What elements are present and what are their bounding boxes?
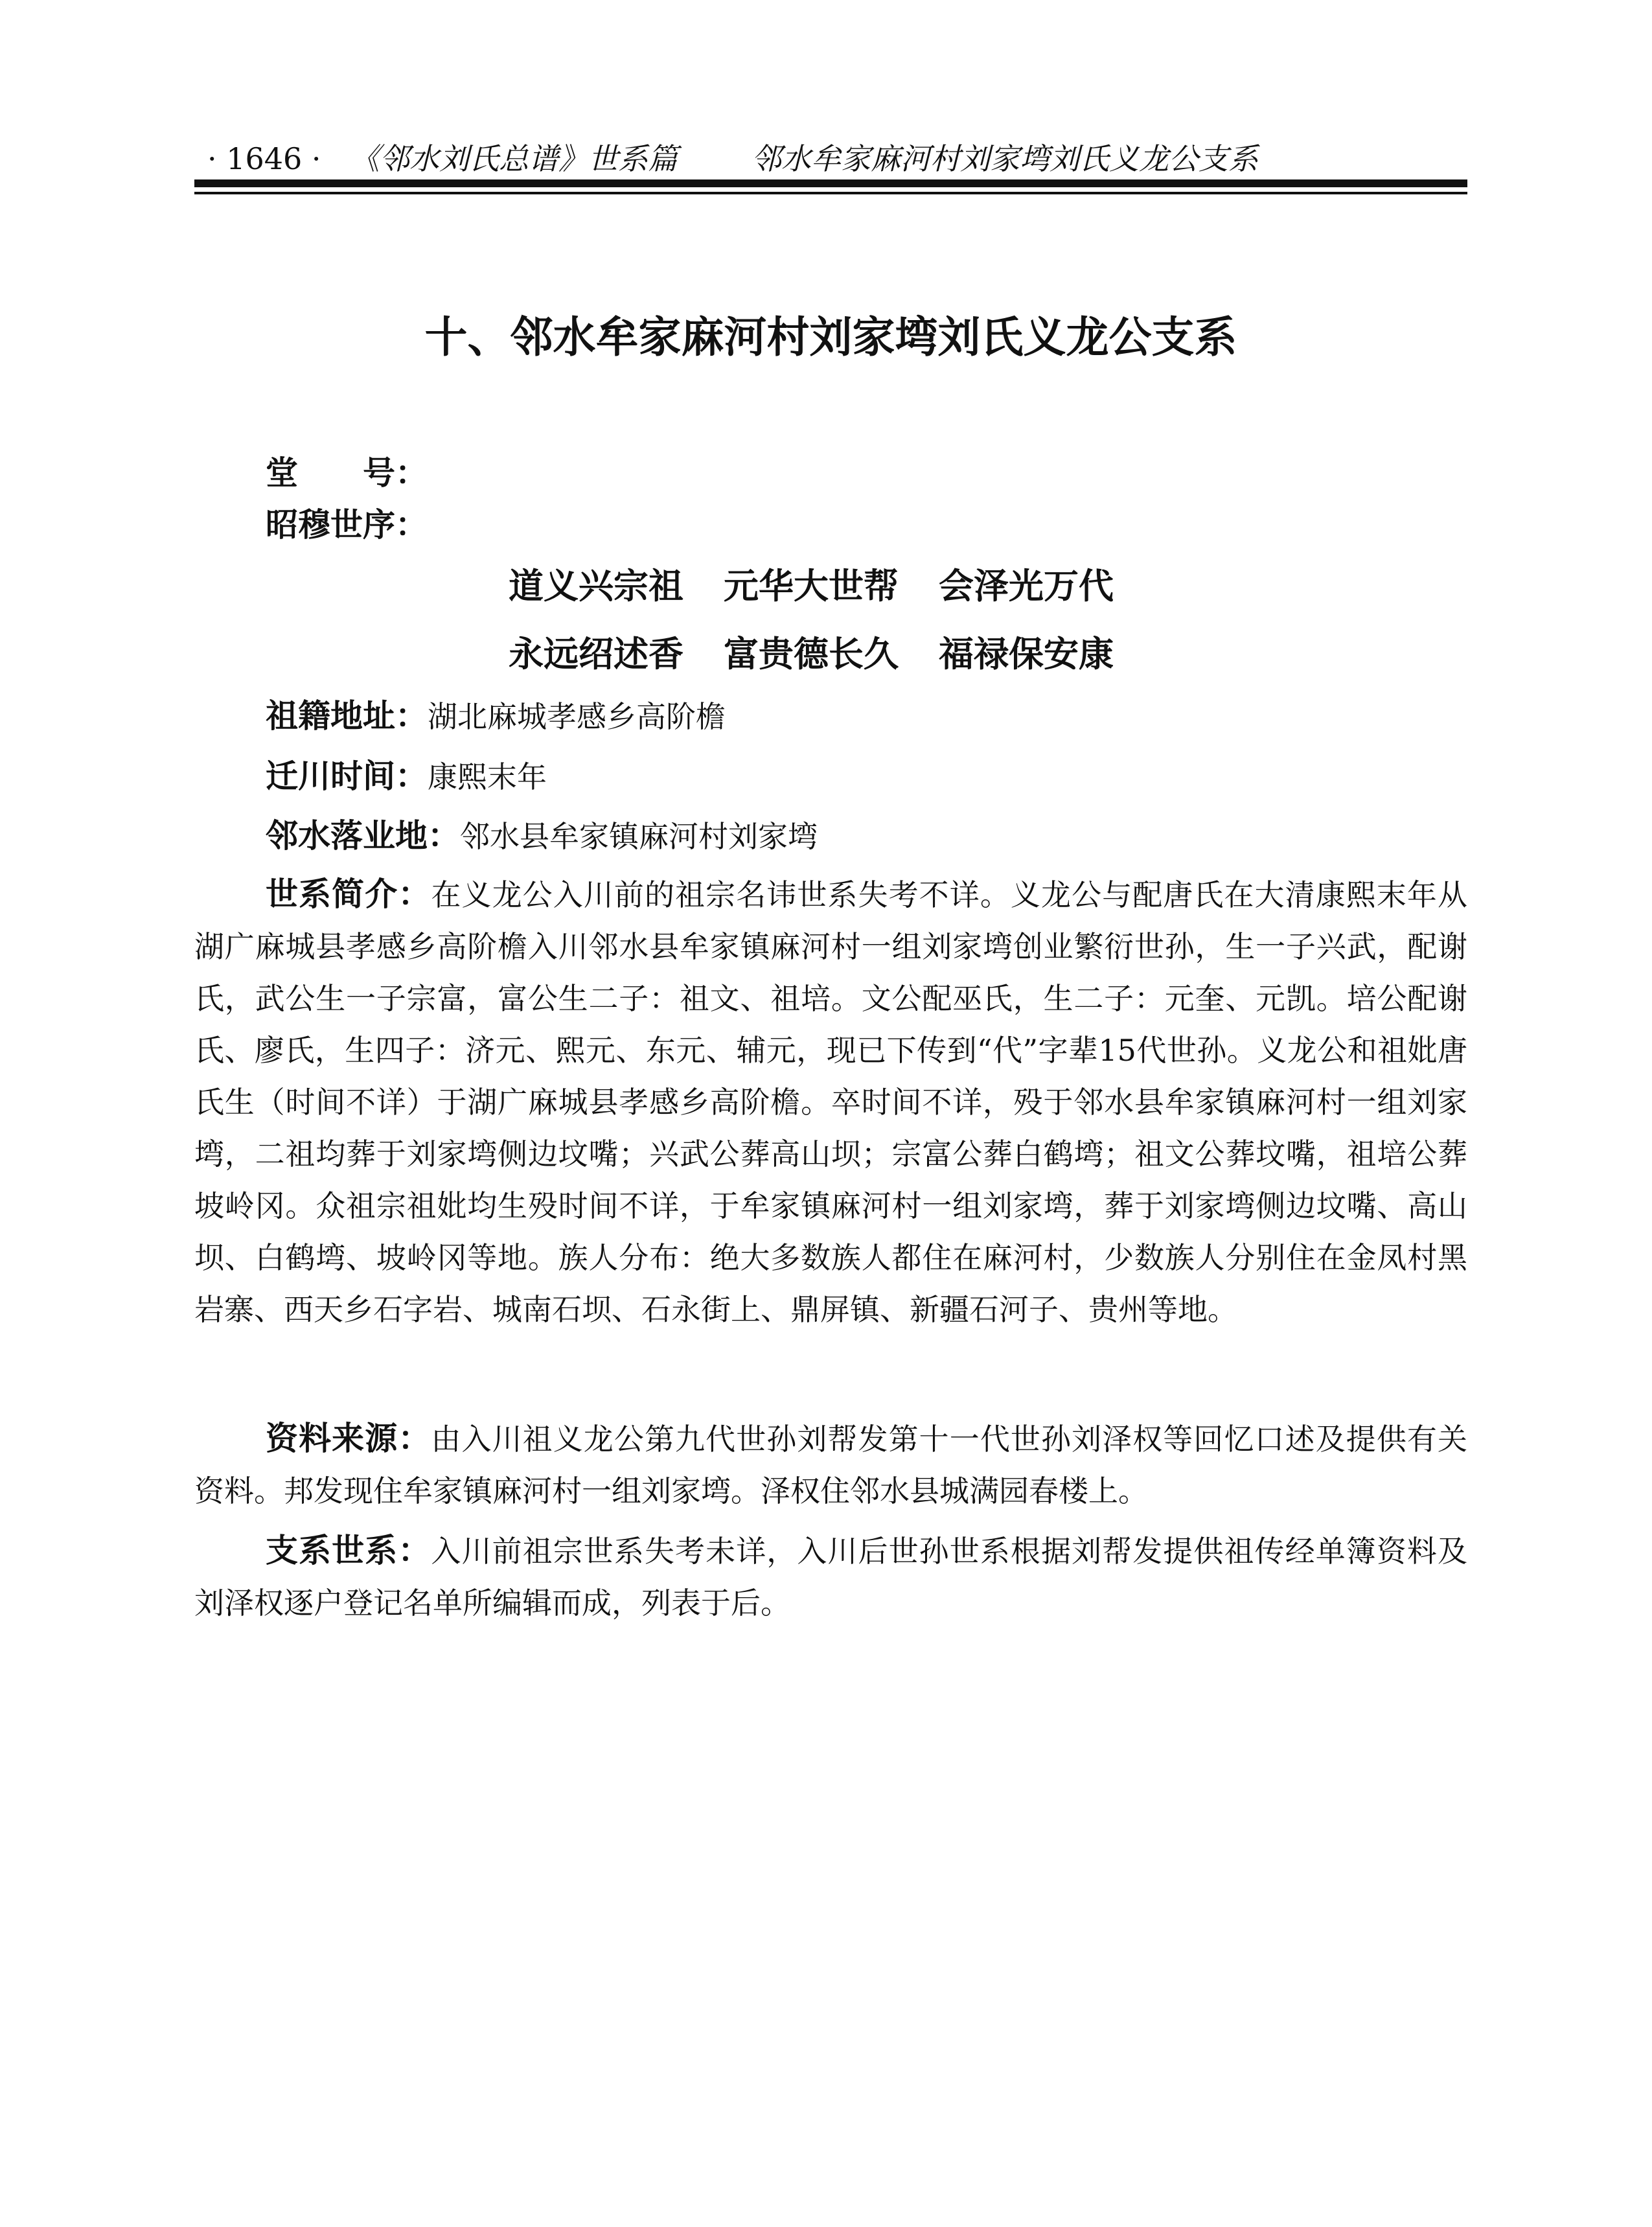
zhaomu-label: 昭穆世序： [266,506,428,544]
poem-line-2 [509,625,1154,684]
poem-verse: 富贵德长久 [724,634,899,675]
tanghao-label: 堂 号： [266,454,428,492]
running-header [194,133,1467,185]
settle-field [266,810,818,862]
header-rule-thin [194,192,1467,194]
poem-verse: 福禄保安康 [939,634,1114,675]
intro-label: 世系简介： [266,875,431,913]
intro-text: 在义龙公入川前的祖宗名讳世系失考不详。义龙公与配唐氏在大清康熙末年从湖广麻城县孝感乡高阶檐入川邻水县牟家镇麻河村一组刘家塆创业繁衍世孙，生一子兴武，配谢氏，武公生一子宗富，富公生二子：祖文、祖培。文公配巫氏，生二子：元奎、元凯。培公配谢氏、廖氏，生四子：济元、熙元、东元、辅元，现已下传到“代”字辈15代世孙。义龙公和祖妣唐氏生（时间不详）于湖广麻城县孝感乡高阶檐。卒时间不详，殁于邻水县牟家镇麻河村一组刘家塆，二祖均葬于刘家塆侧边坟嘴；兴武公葬高山坝；宗富公葬白鹤塆；祖文公葬坟嘴，祖培公葬坡岭冈。众祖宗祖妣均生殁时间不详，于牟家镇麻河村一组刘家塆，葬于刘家塆侧边坟嘴、高山坝、白鹤塆、坡岭冈等地。族人分布：绝大多数族人都住在麻河村，少数族人分别住在金凤村黑岩寨、西天乡石字岩、城南石坝、石永街上、鼎屏镇、新疆石河子、贵州等地。 [194,877,1468,1327]
zhaomu-field [266,499,428,551]
settle-label: 邻水落业地： [266,817,460,855]
section-title: 邻水牟家麻河村刘家塆刘氏义龙公支系 [751,141,1258,176]
poem-verse: 道义兴宗祖 [509,566,683,606]
branch-label: 支系世系： [266,1532,431,1569]
intro-paragraph [194,868,1467,1335]
settle-value: 邻水县牟家镇麻河村刘家塆 [460,819,818,854]
origin-label: 祖籍地址： [266,697,428,735]
poem-verse: 会泽光万代 [939,566,1114,606]
page-number: · 1646 · [207,141,321,176]
source-label: 资料来源： [266,1420,431,1457]
chapter-title: 十、邻水牟家麻河村刘家塆刘氏义龙公支系 [424,312,1237,362]
source-text: 由入川祖义龙公第九代世孙刘帮发第十一代世孙刘泽权等回忆口述及提供有关资料。邦发现住牟家镇麻河村一组刘家塆。泽权住邻水县城满园春楼上。 [194,1422,1468,1508]
source-paragraph [194,1413,1467,1517]
header-rule-thick [194,179,1467,187]
branch-paragraph [194,1525,1467,1629]
migration-value: 康熙末年 [428,759,547,794]
branch-text: 入川前祖宗世系失考未详，入川后世孙世系根据刘帮发提供祖传经单簿资料及刘泽权逐户登记名单所编辑而成，列表于后。 [194,1534,1468,1621]
origin-value: 湖北麻城孝感乡高阶檐 [428,699,726,734]
poem-verse: 永远绍述香 [509,634,683,675]
migration-label: 迁川时间： [266,757,428,795]
migration-field [266,750,547,803]
tanghao-field [266,447,428,499]
origin-field [266,690,726,743]
book-title: 《邻水刘氏总谱》世系篇 [350,141,678,176]
poem-line-1 [509,557,1154,616]
poem-verse: 元华大世帮 [724,566,899,606]
